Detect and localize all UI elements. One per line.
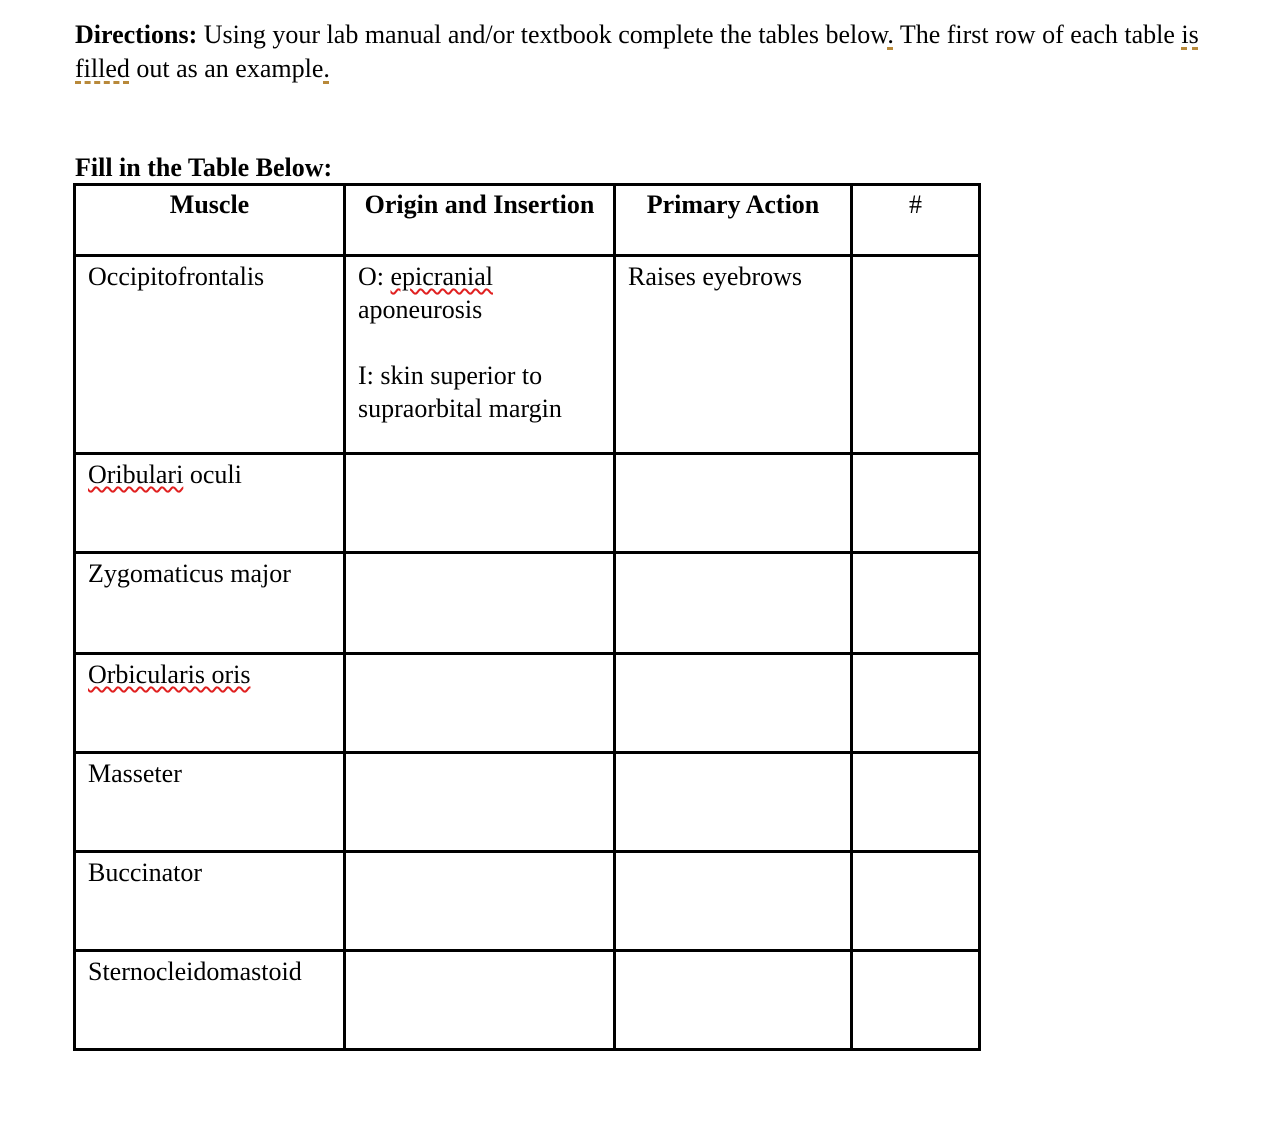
muscle-cell: [75, 852, 345, 951]
header-origin-insertion: Origin and Insertion: [345, 185, 615, 256]
number-cell[interactable]: [852, 852, 980, 951]
origin-insertion-cell[interactable]: [345, 256, 615, 454]
muscle-cell: [75, 454, 345, 553]
table-row: [75, 256, 980, 454]
misspelled-word: epicranial: [390, 262, 493, 291]
number-cell[interactable]: [852, 753, 980, 852]
directions-text: The first row of each table: [893, 20, 1182, 49]
muscle-cell: [75, 753, 345, 852]
action-text: Raises eyebrows: [628, 262, 803, 291]
muscle-name: Occipitofrontalis: [88, 262, 265, 291]
directions-text: Using your lab manual and/or textbook complete the tables below: [203, 20, 888, 49]
misspelled-word: Oribulari: [88, 460, 184, 489]
number-cell[interactable]: [852, 454, 980, 553]
primary-action-cell[interactable]: [615, 654, 852, 753]
origin-text: aponeurosis: [358, 295, 483, 324]
table-row: [75, 951, 980, 1050]
table-row: [75, 553, 980, 654]
directions-paragraph: [75, 18, 1215, 86]
muscle-name: Buccinator: [88, 858, 203, 887]
primary-action-cell[interactable]: [615, 951, 852, 1050]
origin-insertion-cell[interactable]: [345, 454, 615, 553]
table-header-row: [75, 185, 980, 256]
muscle-name: Sternocleidomastoid: [88, 957, 302, 986]
primary-action-cell[interactable]: [615, 753, 852, 852]
grammar-mark: .: [323, 54, 330, 83]
header-primary-action: Primary Action: [615, 185, 852, 256]
muscle-name: oculi: [183, 460, 242, 489]
muscle-table: [73, 183, 981, 1051]
number-cell[interactable]: [852, 553, 980, 654]
directions-label: Directions:: [75, 20, 198, 49]
header-muscle: Muscle: [75, 185, 345, 256]
primary-action-cell[interactable]: [615, 553, 852, 654]
primary-action-cell[interactable]: [615, 256, 852, 454]
number-cell[interactable]: [852, 951, 980, 1050]
number-cell[interactable]: [852, 654, 980, 753]
directions-text: out as an example: [129, 54, 324, 83]
muscle-name: Masseter: [88, 759, 182, 788]
origin-insertion-cell[interactable]: [345, 654, 615, 753]
table-row: [75, 852, 980, 951]
table-row: [75, 753, 980, 852]
number-cell[interactable]: [852, 256, 980, 454]
primary-action-cell[interactable]: [615, 852, 852, 951]
header-number: #: [852, 185, 980, 256]
origin-insertion-cell[interactable]: [345, 553, 615, 654]
table-row: [75, 654, 980, 753]
origin-insertion-cell[interactable]: [345, 852, 615, 951]
origin-insertion-cell[interactable]: [345, 753, 615, 852]
muscle-cell: [75, 256, 345, 454]
muscle-cell: [75, 654, 345, 753]
table-row: [75, 454, 980, 553]
origin-prefix: O:: [358, 262, 391, 291]
primary-action-cell[interactable]: [615, 454, 852, 553]
muscle-cell: [75, 951, 345, 1050]
muscle-name: Zygomaticus major: [88, 559, 291, 588]
insertion-text: I: skin superior to supraorbital margin: [358, 361, 562, 423]
grammar-mark: .: [887, 20, 894, 49]
table-caption: Fill in the Table Below:: [75, 153, 333, 182]
muscle-cell: [75, 553, 345, 654]
grammar-mark: is filled: [75, 20, 1199, 83]
muscle-name: Orbicularis oris: [88, 660, 251, 689]
origin-insertion-cell[interactable]: [345, 951, 615, 1050]
